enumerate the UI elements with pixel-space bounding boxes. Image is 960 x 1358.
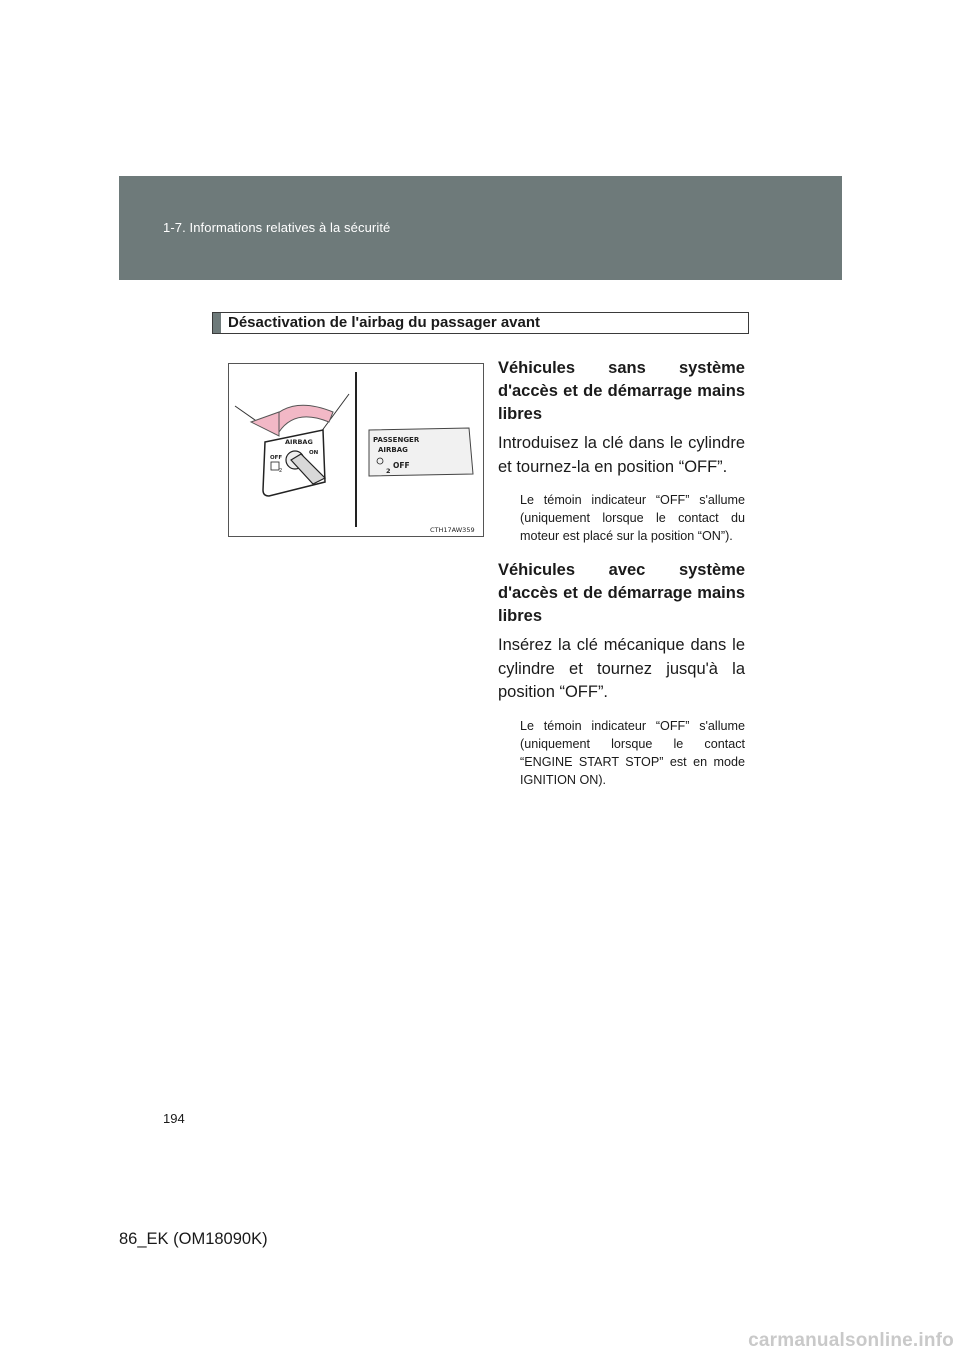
watermark: carmanualsonline.info bbox=[748, 1330, 954, 1351]
section-breadcrumb: 1-7. Informations relatives à la sécurité bbox=[163, 220, 391, 235]
airbag-switch-figure bbox=[228, 363, 484, 537]
switch-label-airbag: AIRBAG bbox=[285, 438, 313, 446]
header-band bbox=[119, 176, 842, 280]
instruction-with-keyless: Insérez la clé mécanique dans le cylindre et tournez jusqu'à la position “OFF”. bbox=[498, 636, 745, 701]
page-number: 194 bbox=[163, 1111, 185, 1126]
section-title: Désactivation de l'airbag du passager avant bbox=[228, 314, 541, 331]
indicator-label-airbag: AIRBAG bbox=[378, 446, 408, 454]
instruction-column bbox=[498, 357, 745, 803]
switch-label-off: OFF bbox=[270, 455, 283, 461]
document-code: 86_EK (OM18090K) bbox=[119, 1230, 268, 1248]
section-heading-bar bbox=[212, 312, 749, 334]
airbag-switch-illustration bbox=[229, 364, 485, 538]
arrow-head-icon bbox=[251, 412, 279, 436]
figure-code: CTH17AW359 bbox=[430, 526, 475, 534]
instruction-without-keyless: Introduisez la clé dans le cylindre et tournez-la en position “OFF”. bbox=[498, 434, 745, 476]
heading-without-keyless: Véhicules sans système d'accès et de démarrage mains libres bbox=[498, 359, 745, 423]
section-accent bbox=[213, 313, 221, 333]
note-without-keyless: Le témoin indicateur “OFF” s'allume (uniquement lorsque le contact du moteur est placé sur la position “ON”). bbox=[520, 493, 745, 543]
switch-label-on: ON bbox=[309, 450, 319, 456]
heading-with-keyless: Véhicules avec système d'accès et de démarrage mains libres bbox=[498, 561, 745, 625]
indicator-label-off: OFF bbox=[393, 461, 410, 470]
note-with-keyless: Le témoin indicateur “OFF” s'allume (uniquement lorsque le contact “ENGINE START STOP” est en mode IGNITION ON). bbox=[520, 718, 745, 787]
switch-number: 2 bbox=[279, 468, 283, 474]
indicator-label-passenger: PASSENGER bbox=[373, 436, 420, 444]
indicator-number: 2 bbox=[386, 467, 391, 475]
